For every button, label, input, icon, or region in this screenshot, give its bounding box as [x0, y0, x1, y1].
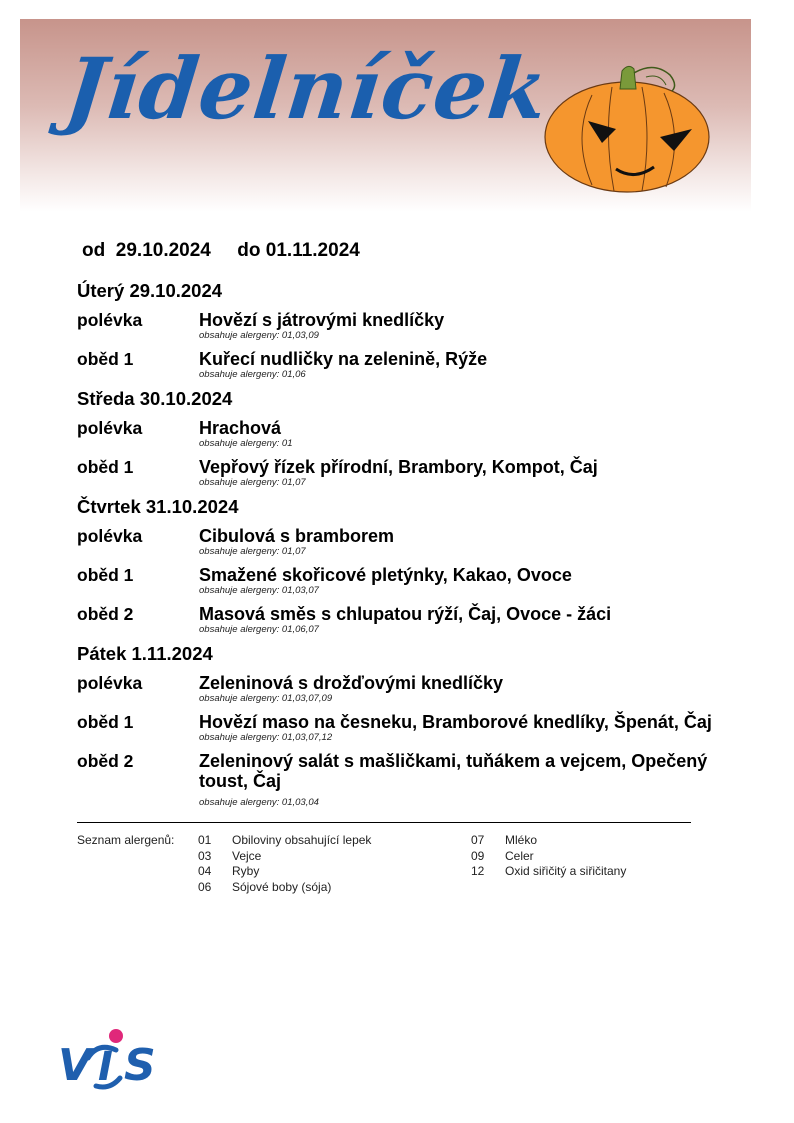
meal-row — [77, 565, 767, 596]
dish-allergens: obsahuje alergeny: 01 — [199, 438, 293, 449]
allergen-name: Vejce — [232, 848, 262, 863]
day-section — [77, 643, 767, 808]
meal-label: polévka — [77, 310, 143, 330]
allergen-name: Mléko — [505, 833, 538, 847]
meal-label: oběd 1 — [77, 349, 134, 369]
legend-item — [471, 833, 626, 849]
dish-name: Cibulová s bramborem — [199, 526, 395, 546]
vis-logo — [58, 1028, 164, 1090]
dish-name: Kuřecí nudličky na zelenině, Rýže — [199, 349, 488, 369]
logo-letter-v: V — [58, 1040, 93, 1090]
period-from-date: 29.10.2024 — [115, 240, 211, 261]
day-title: Úterý 29.10.2024 — [77, 280, 223, 301]
meal-label: oběd 2 — [77, 751, 134, 771]
legend-item — [471, 864, 626, 880]
legend-item — [198, 864, 371, 880]
dish-name: Smažené skořicové pletýnky, Kakao, Ovoce — [199, 565, 572, 585]
meal-label: polévka — [77, 418, 143, 438]
allergen-name: Celer — [505, 848, 534, 863]
pumpkin-icon — [542, 55, 712, 195]
dish-allergens: obsahuje alergeny: 01,03,07,09 — [199, 693, 333, 704]
legend-item — [198, 880, 371, 896]
legend-divider — [77, 822, 691, 823]
dish-name: Zeleninová s drožďovými knedlíčky — [199, 673, 504, 693]
day-title: Pátek 1.11.2024 — [77, 643, 213, 664]
weekly-menu — [77, 280, 767, 816]
legend-item — [198, 833, 371, 849]
period-to-label: do — [237, 240, 261, 261]
logo-letter-s: S — [124, 1040, 156, 1090]
day-section — [77, 280, 767, 380]
meal-label: oběd 1 — [77, 712, 134, 732]
allergen-name: Oxid siřičitý a siřičitany — [505, 864, 627, 878]
period-from-label: od — [82, 240, 106, 261]
allergen-code: 06 — [198, 879, 212, 894]
logo-letter-i: I — [98, 1044, 113, 1090]
period-to-date: 01.11.2024 — [265, 240, 360, 261]
legend-column — [198, 833, 371, 895]
day-section — [77, 388, 767, 488]
legend-item — [198, 849, 371, 865]
dish-allergens: obsahuje alergeny: 01,06 — [199, 369, 306, 380]
meal-row — [77, 418, 767, 449]
meal-row — [77, 526, 767, 557]
meal-label: polévka — [77, 673, 143, 693]
day-title: Čtvrtek 31.10.2024 — [77, 496, 239, 517]
allergen-code: 03 — [198, 848, 212, 863]
allergen-name: Obiloviny obsahující lepek — [232, 833, 372, 847]
allergen-code: 04 — [198, 864, 212, 878]
dish-allergens: obsahuje alergeny: 01,03,07,12 — [199, 732, 333, 743]
dish-allergens: obsahuje alergeny: 01,07 — [199, 477, 306, 488]
allergen-code: 12 — [471, 864, 485, 878]
day-section — [77, 496, 767, 635]
allergen-code: 01 — [198, 833, 212, 847]
legend-label: Seznam alergenů: — [77, 833, 175, 847]
page-title: Jídelníček — [60, 39, 553, 138]
dish-name: Vepřový řízek přírodní, Brambory, Kompot, Čaj — [199, 457, 598, 477]
dish-allergens: obsahuje alergeny: 01,07 — [199, 546, 306, 557]
legend-item — [471, 849, 626, 865]
allergen-code: 07 — [471, 833, 485, 847]
meal-row — [77, 712, 767, 743]
meal-row — [77, 604, 767, 635]
meal-label: oběd 1 — [77, 565, 134, 585]
meal-row — [77, 310, 767, 341]
meal-row — [77, 349, 767, 380]
dish-name: Zeleninový salát s mašličkami, tuňákem a vejcem, Opečený toust, Čaj — [199, 751, 708, 791]
dish-name: Hovězí s játrovými knedlíčky — [199, 310, 445, 330]
date-range — [82, 240, 360, 262]
dish-allergens: obsahuje alergeny: 01,03,09 — [199, 330, 319, 341]
meal-row — [77, 751, 767, 808]
meal-row — [77, 457, 767, 488]
day-title: Středa 30.10.2024 — [77, 388, 233, 409]
dish-allergens: obsahuje alergeny: 01,03,04 — [199, 797, 319, 808]
page-header — [20, 19, 751, 212]
dish-allergens: obsahuje alergeny: 01,06,07 — [199, 624, 319, 635]
dish-name: Hrachová — [199, 418, 282, 438]
dish-allergens: obsahuje alergeny: 01,03,07 — [199, 585, 319, 596]
logo-dot — [109, 1029, 123, 1043]
dish-name: Hovězí maso na česneku, Bramborové knedlíky, Špenát, Čaj — [199, 712, 712, 732]
allergen-name: Sójové boby (sója) — [232, 879, 332, 894]
meal-label: oběd 2 — [77, 604, 134, 624]
dish-name: Masová směs s chlupatou rýží, Čaj, Ovoce - žáci — [199, 604, 612, 624]
allergen-name: Ryby — [232, 864, 260, 878]
legend-column — [471, 833, 626, 880]
allergen-code: 09 — [471, 848, 485, 863]
meal-row — [77, 673, 767, 704]
meal-label: oběd 1 — [77, 457, 134, 477]
meal-label: polévka — [77, 526, 143, 546]
